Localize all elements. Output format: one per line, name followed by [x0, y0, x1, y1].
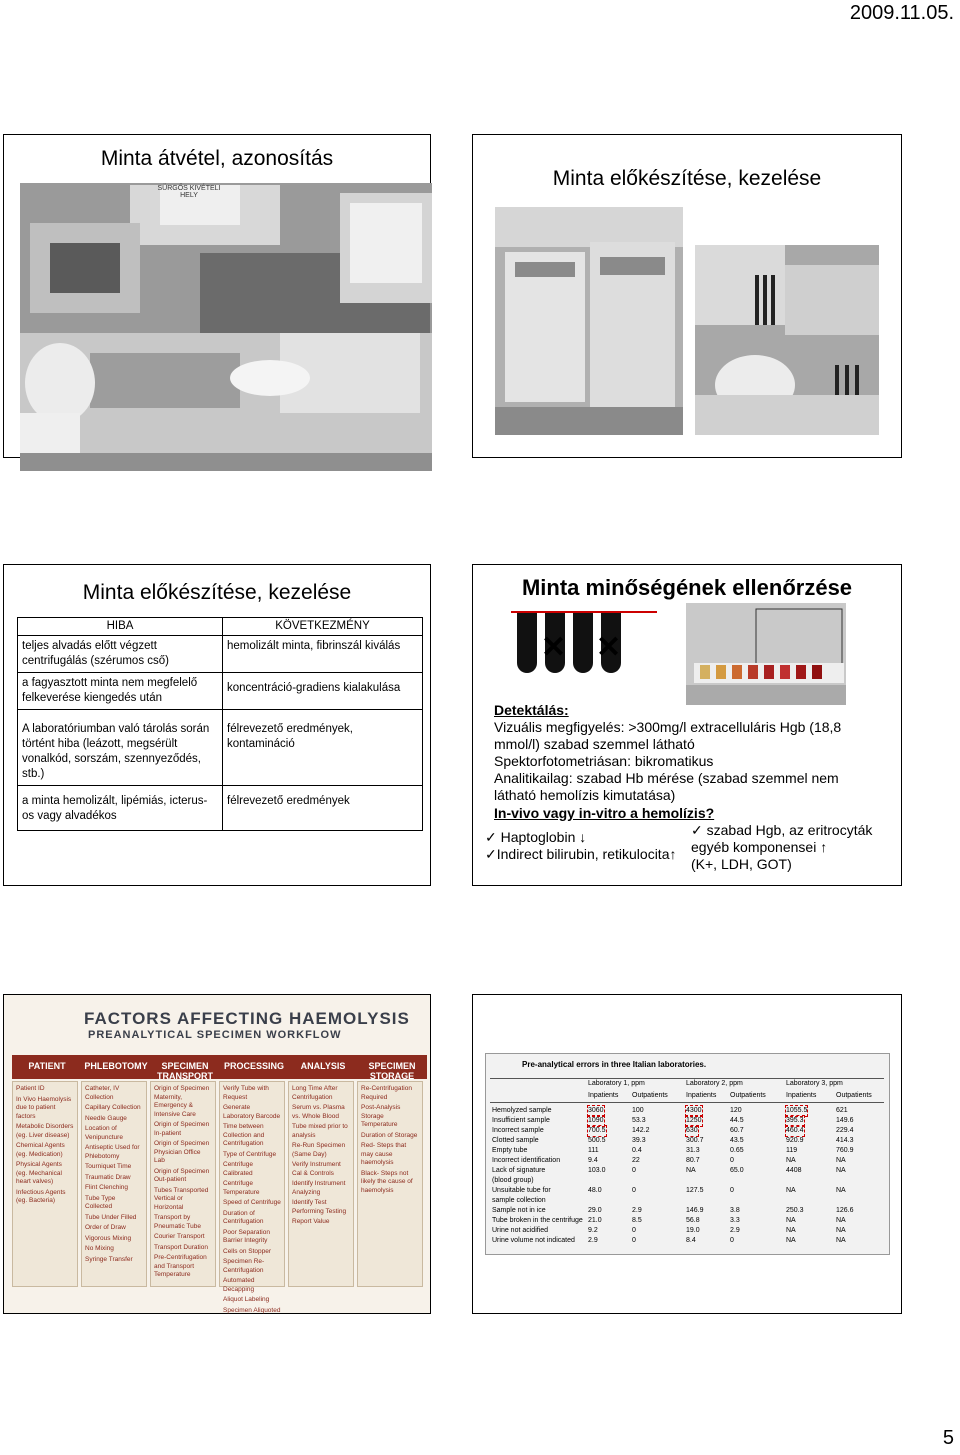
- table-cell: 43.5: [730, 1137, 744, 1144]
- slide-4: Minta minőségének ellenőrzése ✕ ✕ Detektálás: Vizuális megfigyelés: >300mg/l extracelluláris Hgb (18,8 mmol/l) szabad szemmel látható Spektorfotometriásan: bikromatikus Analitikailag: szabad Hb mérése (szabad szemmel nem látható hemolízis kimutatása) In-vivo vagy in-vitro a hemolízis? ✓ Haptoglobin ↓ ✓Indirect bilirubin, retikulocita↑ ✓ szabad Hgb, az eritrocyták egyéb komponensei ↑ (K+, LDH, GOT): [472, 564, 902, 886]
- workflow-item: Re-Run Specimen (Same Day): [292, 1142, 346, 1158]
- col-header-error: HIBA: [18, 618, 223, 636]
- workflow-item: Duration of Centrifugation: [223, 1209, 264, 1225]
- table-cell: 4300: [686, 1107, 702, 1114]
- check-icon: ✓: [691, 822, 703, 838]
- workflow-item: Courier Transport: [154, 1233, 205, 1240]
- table-cell: 9.4: [588, 1157, 598, 1164]
- slide-1: [3, 134, 431, 458]
- table-cell: 1055.5: [786, 1107, 808, 1114]
- workflow-header: SPECIMEN STORAGE: [357, 1055, 427, 1079]
- workflow-item: Syringe Transfer: [85, 1255, 133, 1263]
- workflow-item: Order of Draw: [85, 1224, 126, 1231]
- workflow-item: Capillary Collection: [85, 1104, 141, 1111]
- factors-subtitle: PREANALYTICAL SPECIMEN WORKFLOW: [88, 1029, 342, 1041]
- workflow-header: PATIENT: [12, 1055, 82, 1079]
- workflow-item: Infectious Agents (eg. Bacteria): [16, 1188, 66, 1204]
- check-icon: ✓: [485, 829, 497, 845]
- table-cell: 53.3: [632, 1117, 646, 1124]
- workflow-item: Identify Test Performing Testing: [292, 1199, 347, 1215]
- table-cell: NA: [786, 1237, 796, 1244]
- table-cell: 760.9: [836, 1147, 854, 1154]
- lab-reception-photo: [20, 183, 432, 471]
- table-cell: 126.6: [836, 1207, 854, 1214]
- workflow-item: Chemical Agents (eg. Medication): [16, 1142, 65, 1158]
- sample-handling-photo: [695, 245, 879, 435]
- table-cell: 29.0: [588, 1207, 602, 1214]
- table-cell: 0: [632, 1227, 636, 1234]
- table-cell: NA: [836, 1167, 846, 1174]
- workflow-item: Pre-Centrifugation and Transport Temperature: [154, 1254, 207, 1278]
- table-cell: 21.0: [588, 1217, 602, 1224]
- workflow-item: Catheter, IV Collection: [85, 1085, 120, 1101]
- table-cell: NA: [836, 1237, 846, 1244]
- workflow-item: Tourniquet Time: [85, 1163, 132, 1170]
- workflow-item: Specimen Re-Centrifugation: [223, 1258, 265, 1274]
- workflow-item: Type of Centrifuge: [223, 1150, 277, 1158]
- slide-2: [472, 134, 902, 458]
- table-cell: 146.9: [686, 1207, 704, 1214]
- slide-6: [472, 994, 902, 1314]
- workflow-item: Duration of Storage: [361, 1131, 418, 1139]
- row-label: Urine volume not indicated: [492, 1237, 575, 1244]
- table-cell: 31.3: [686, 1147, 700, 1154]
- table-cell: 44.5: [730, 1117, 744, 1124]
- row-label: Clotted sample: [492, 1137, 539, 1144]
- subcolumn-header: Inpatients: [588, 1092, 619, 1099]
- lab-reception-illustration: [20, 183, 432, 453]
- table-cell: 119: [786, 1147, 798, 1154]
- workflow-item: Poor Separation Barrier Integrity: [223, 1228, 270, 1244]
- row-label: (blood group): [492, 1177, 534, 1184]
- workflow-item: Long Time After Centrifugation: [292, 1085, 338, 1101]
- table-cell: NA: [786, 1217, 796, 1224]
- workflow-item: Tube Under Filled: [85, 1213, 137, 1221]
- table-cell: 1090: [588, 1117, 604, 1124]
- table-cell: 142.2: [632, 1127, 650, 1134]
- table-cell: 120: [730, 1107, 742, 1114]
- workflow-header: ANALYSIS: [288, 1055, 358, 1079]
- slide-3-title: Minta előkészítése, kezelése: [82, 581, 352, 604]
- workflow-item: Black- Steps not likely the cause of haemolysis: [361, 1169, 413, 1194]
- serum-samples-photo: [686, 603, 846, 705]
- workflow-item: Report Value: [292, 1218, 330, 1225]
- table-cell: 2.9: [588, 1237, 598, 1244]
- table-cell: 103.0: [588, 1167, 606, 1174]
- date-header: 2009.11.05.: [849, 2, 954, 24]
- arrow-up-icon: ↑: [669, 846, 677, 862]
- table-cell: 9.2: [588, 1227, 598, 1234]
- row-label: Hemolyzed sample: [492, 1107, 552, 1114]
- errors-table-frame: [485, 1053, 890, 1255]
- detection-line-3: Spektorfotometriásan: bikromatikus: [494, 753, 714, 769]
- table-cell: 22: [632, 1157, 640, 1164]
- table-cell: 3.8: [730, 1207, 740, 1214]
- table-cell: 60.7: [730, 1127, 744, 1134]
- table-cell: 8.5: [632, 1217, 642, 1224]
- workflow-item: Aliquot Labeling: [223, 1296, 270, 1303]
- row-label: Incorrect identification: [492, 1157, 561, 1164]
- error-cell: teljes alvadás előtt végzett centrifugálás (szérumos cső): [18, 636, 223, 673]
- workflow-column: [81, 1081, 147, 1287]
- workflow-item: Speed of Centrifuge: [223, 1199, 281, 1206]
- row-label: Sample not in ice: [492, 1207, 546, 1214]
- table-row: [18, 636, 423, 673]
- workflow-item: Identify Instrument Analyzing: [292, 1180, 346, 1196]
- urgent-sign: SÜRGŐS KIVÉTELI HELY: [157, 185, 221, 199]
- table-cell: 100: [632, 1107, 644, 1114]
- row-label: sample collection: [492, 1197, 546, 1204]
- table-row: [18, 673, 423, 710]
- workflow-column: [12, 1081, 78, 1287]
- workflow-item: Re-Centrifugation Required: [361, 1085, 412, 1101]
- factors-title: FACTORS AFFECTING HAEMOLYSIS: [84, 1009, 410, 1028]
- workflow-item: Flint Clenching: [85, 1184, 128, 1191]
- col-header-consequence: KÖVETKEZMÉNY: [223, 618, 423, 636]
- workflow-item: Serum vs. Plasma vs. Whole Blood: [292, 1104, 345, 1120]
- workflow-item: Transport by Pneumatic Tube: [154, 1214, 201, 1230]
- page-number: 5: [942, 1427, 954, 1449]
- table-cell: 1250: [686, 1117, 702, 1124]
- left-item-2: ✓Indirect bilirubin, retikulocita↑: [485, 846, 677, 862]
- slide-2-title: Minta előkészítése, kezelése: [552, 167, 822, 190]
- table-cell: 0: [632, 1187, 636, 1194]
- error-cell: a fagyasztott minta nem megfelelő felkeverése kiengedés után: [18, 673, 223, 710]
- workflow-item: Tube Type Collected: [85, 1194, 116, 1210]
- subcolumn-header: Outpatients: [836, 1092, 872, 1099]
- workflow-item: In Vivo Haemolysis due to patient factors: [16, 1095, 72, 1120]
- workflow-item: Transport Duration: [154, 1243, 208, 1251]
- table-cell: 3.3: [730, 1217, 740, 1224]
- workflow-column: [288, 1081, 354, 1287]
- table-cell: 460.4: [786, 1127, 804, 1134]
- workflow-item: Cells on Stopper: [223, 1247, 272, 1255]
- table-cell: 395.3: [786, 1117, 804, 1124]
- table-cell: 920.9: [786, 1137, 804, 1144]
- table-cell: 414.3: [836, 1137, 854, 1144]
- detection-heading: Detektálás:: [494, 702, 569, 718]
- arrow-up-icon: ↑: [820, 839, 828, 855]
- workflow-item: Origin of Specimen Out-patient: [154, 1167, 210, 1183]
- workflow-item: No Mixing: [85, 1245, 114, 1252]
- check-icon: ✓: [485, 846, 497, 862]
- workflow-item: Automated Decapping: [223, 1277, 255, 1293]
- lab-3-header: Laboratory 3, ppm: [786, 1080, 843, 1087]
- workflow-item: Red- Steps that may cause haemolysis: [361, 1142, 407, 1166]
- workflow-item: Traumatic Draw: [85, 1173, 131, 1181]
- workflow-item: Centrifuge Temperature: [223, 1180, 260, 1196]
- error-cell: A laboratóriumban való tárolás során történt hiba (leázott, megsérült vonalkód, sorszám, szennyeződés, stb.): [18, 710, 223, 786]
- table-cell: 48.0: [588, 1187, 602, 1194]
- arrow-down-icon: ↓: [579, 829, 587, 845]
- workflow-item: Tubes Transported Vertical or Horizontal: [154, 1186, 209, 1211]
- workflow-item: Specimen Aliquoted: [223, 1306, 281, 1314]
- workflow-item: Origin of Specimen In-patient: [154, 1121, 210, 1137]
- detection-line-5: látható hemolízis kimutatása): [494, 787, 676, 803]
- detection-line-1: Vizuális megfigyelés: >300mg/l extracelluláris Hgb (18,8: [494, 719, 842, 735]
- table-cell: 0: [632, 1167, 636, 1174]
- table-cell: 229.4: [836, 1127, 854, 1134]
- invivo-heading: In-vivo vagy in-vitro a hemolízis?: [494, 805, 715, 821]
- workflow-item: Antiseptic Used for Phlebotomy: [85, 1144, 140, 1160]
- workflow-column: [219, 1081, 285, 1314]
- table-cell: 0: [730, 1237, 734, 1244]
- consequence-cell: koncentráció-gradiens kialakulása: [223, 673, 423, 710]
- subcolumn-header: Inpatients: [686, 1092, 717, 1099]
- row-label: Urine not acidified: [492, 1227, 549, 1234]
- lab-2-header: Laboratory 2, ppm: [686, 1080, 743, 1087]
- table-cell: 8.4: [686, 1237, 696, 1244]
- workflow-item: Patient ID: [16, 1085, 45, 1092]
- workflow-item: Post-Analysis Storage Temperature: [361, 1104, 401, 1128]
- workflow-item: Time between Collection and Centrifugation: [223, 1123, 265, 1147]
- workflow-column: [150, 1081, 216, 1287]
- table-cell: 700.5: [588, 1127, 606, 1134]
- workflow-item: Origin of Specimen Physician Office Lab: [154, 1140, 210, 1164]
- workflow-item: Needle Gauge: [85, 1114, 127, 1122]
- table-cell: 65.0: [730, 1167, 744, 1174]
- table-cell: 149.6: [836, 1117, 854, 1124]
- workflow-item: Verify Instrument Cal & Controls: [292, 1161, 341, 1177]
- consequence-cell: félrevezető eredmények: [223, 786, 423, 831]
- row-label: Insufficient sample: [492, 1117, 550, 1124]
- subcolumn-header: Inpatients: [786, 1092, 817, 1099]
- table-cell: 300.7: [686, 1137, 704, 1144]
- table-cell: NA: [786, 1157, 796, 1164]
- table-cell: 111: [588, 1147, 599, 1154]
- table-cell: 500.5: [588, 1137, 606, 1144]
- table-cell: 621: [836, 1107, 848, 1114]
- table-cell: NA: [836, 1227, 846, 1234]
- row-label: Lack of signature: [492, 1167, 546, 1174]
- table-cell: 0.4: [632, 1147, 642, 1154]
- error-cell: a minta hemolizált, lipémiás, icterus-os vagy alvadékos: [18, 786, 223, 831]
- workflow-header: PROCESSING: [219, 1055, 289, 1079]
- right-item-1: ✓ szabad Hgb, az eritrocyták: [691, 822, 873, 838]
- table-cell: 4408: [786, 1167, 802, 1174]
- left-item-1: ✓ Haptoglobin ↓: [485, 829, 587, 845]
- table-cell: 127.5: [686, 1187, 704, 1194]
- workflow-item: Tube mixed prior to analysis: [292, 1123, 348, 1139]
- slide-1-title: Minta átvétel, azonosítás: [100, 147, 334, 170]
- table-cell: 0: [632, 1237, 636, 1244]
- subcolumn-header: Outpatients: [730, 1092, 766, 1099]
- table-row: [18, 786, 423, 831]
- table-cell: NA: [686, 1167, 696, 1174]
- table-cell: NA: [836, 1217, 846, 1224]
- table-cell: 630: [686, 1127, 698, 1134]
- workflow-item: Origin of Specimen Maternity, Emergency & Intensive Care: [154, 1085, 210, 1118]
- slide-3: [3, 564, 431, 886]
- table-cell: 0: [730, 1157, 734, 1164]
- row-label: Unsuitable tube for: [492, 1187, 551, 1194]
- table-cell: NA: [786, 1227, 796, 1234]
- table-cell: 19.0: [686, 1227, 700, 1234]
- workflow-item: Location of Venipuncture: [85, 1125, 123, 1141]
- table-cell: 0.65: [730, 1147, 744, 1154]
- table-cell: 2.9: [730, 1227, 740, 1234]
- workflow-item: Metabolic Disorders (eg. Liver disease): [16, 1123, 74, 1139]
- detection-line-2: mmol/l) szabad szemmel látható: [494, 736, 695, 752]
- errors-table-title: Pre-analytical errors in three Italian laboratories.: [522, 1060, 707, 1069]
- table-cell: 3060: [588, 1107, 604, 1114]
- workflow-item: Physical Agents (eg. Mechanical heart valves): [16, 1161, 62, 1185]
- detection-line-4: Analitikailag: szabad Hb mérése (szabad szemmel nem: [494, 770, 839, 786]
- row-label: Empty tube: [492, 1147, 528, 1154]
- lab-1-header: Laboratory 1, ppm: [588, 1080, 645, 1087]
- table-cell: 250.3: [786, 1207, 804, 1214]
- table-cell: NA: [836, 1157, 846, 1164]
- right-extra: (K+, LDH, GOT): [691, 856, 792, 872]
- table-row: [18, 710, 423, 786]
- workflow-item: Centrifuge Calibrated: [223, 1161, 253, 1177]
- workflow-item: Verify Tube with Request: [223, 1085, 269, 1101]
- consequence-cell: félrevezető eredmények, kontamináció: [223, 710, 423, 786]
- slide-5: [3, 994, 431, 1314]
- table-cell: NA: [836, 1187, 846, 1194]
- right-item-2: egyéb komponensei ↑: [691, 839, 828, 855]
- workflow-item: Vigorous Mixing: [85, 1234, 132, 1242]
- slide-4-title: Minta minőségének ellenőrzése: [521, 575, 853, 600]
- table-cell: 2.9: [632, 1207, 642, 1214]
- workflow-item: Generate Laboratory Barcode: [223, 1104, 281, 1120]
- centrifuge-photo: [495, 207, 683, 435]
- subcolumn-header: Outpatients: [632, 1092, 668, 1099]
- table-cell: NA: [786, 1187, 796, 1194]
- row-label: Incorrect sample: [492, 1127, 544, 1134]
- table-cell: 80.7: [686, 1157, 700, 1164]
- table-cell: 39.3: [632, 1137, 646, 1144]
- workflow-column: [357, 1081, 423, 1287]
- row-label: Tube broken in the centrifuge: [492, 1217, 583, 1224]
- consequence-cell: hemolizált minta, fibrinszál kiválás: [223, 636, 423, 673]
- workflow-header: PHLEBOTOMY: [81, 1055, 151, 1079]
- table-cell: 56.8: [686, 1217, 700, 1224]
- workflow-header: SPECIMEN TRANSPORT: [150, 1055, 220, 1079]
- table-cell: 0: [730, 1187, 734, 1194]
- error-table: [17, 617, 423, 831]
